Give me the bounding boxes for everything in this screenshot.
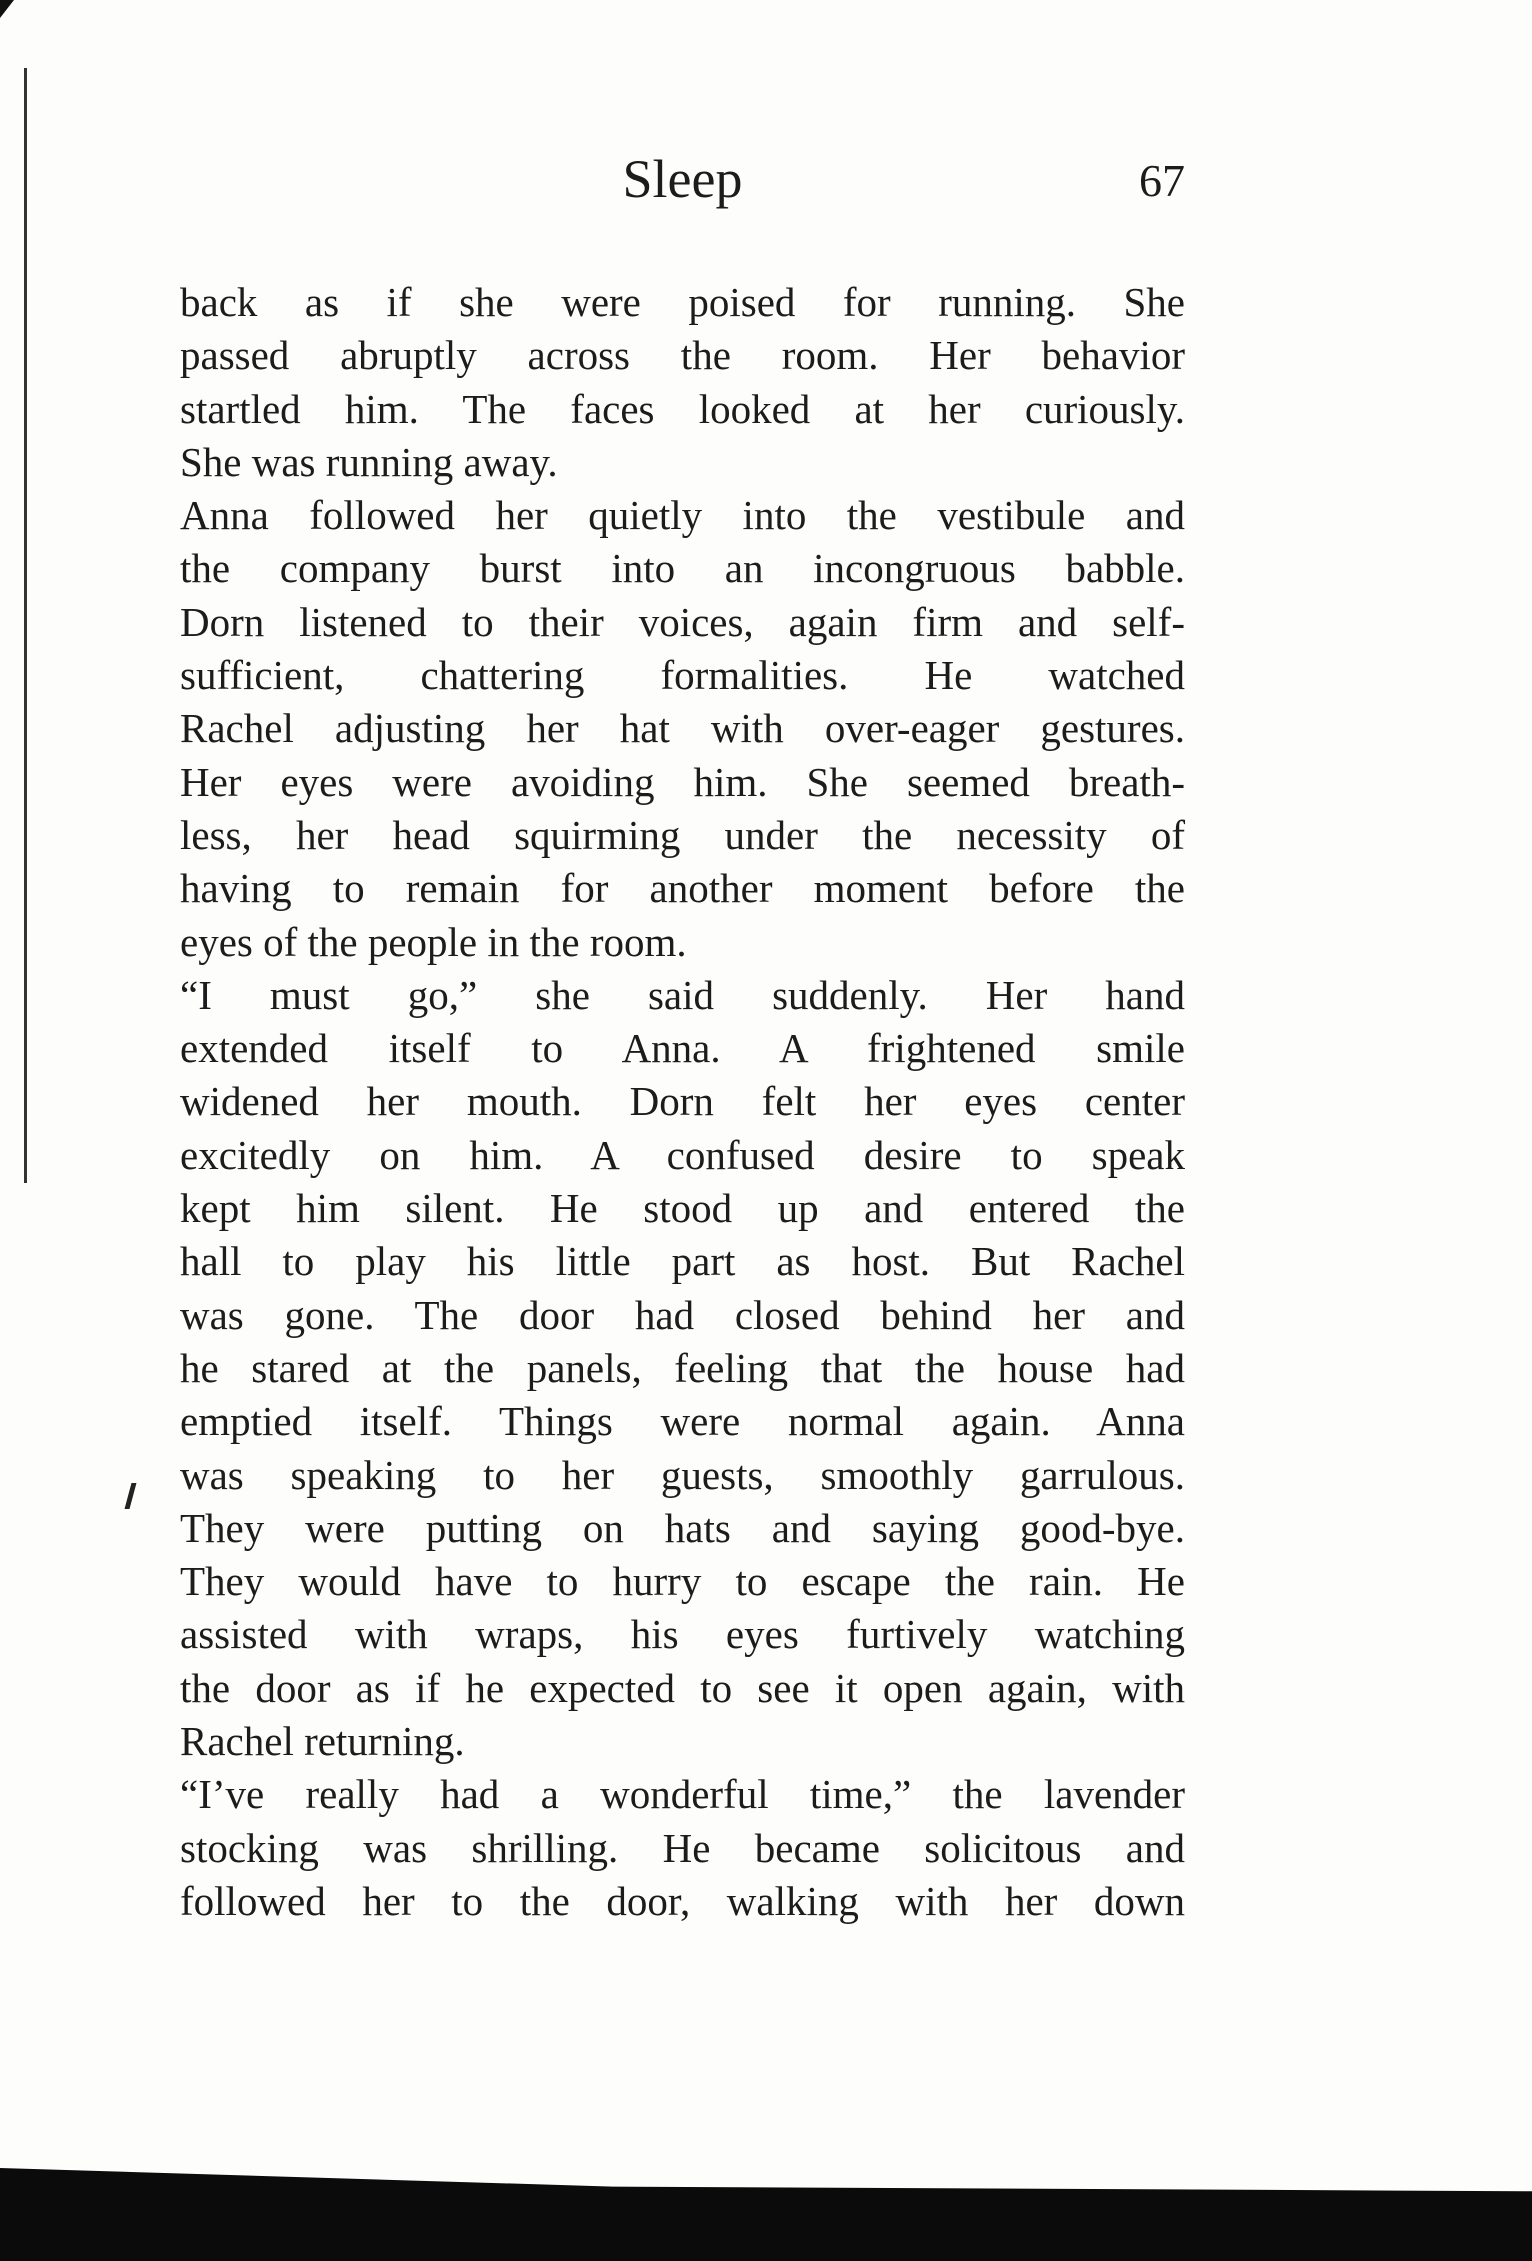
text-line: he stared at the panels, feeling that the house had [180, 1344, 1185, 1391]
paragraph [180, 969, 1185, 1768]
text-line: eyes of the people in the room. [180, 918, 687, 965]
text-line: less, her head squirming under the necessity of [180, 811, 1185, 858]
page-header [180, 148, 1185, 218]
body-text [180, 276, 1185, 1928]
text-line: assisted with wraps, his eyes furtively watching [180, 1611, 1185, 1658]
text-line: back as if she were poised for running. She [180, 279, 1185, 325]
text-line: stocking was shrilling. He became solicitous and [180, 1824, 1185, 1871]
text-line: She was running away. [180, 438, 558, 485]
text-line: startled him. The faces looked at her curiously. [180, 385, 1185, 432]
text-line: excitedly on him. A confused desire to speak [180, 1131, 1185, 1178]
text-line: kept him silent. He stood up and entered the [180, 1185, 1185, 1232]
margin-ink-mark [125, 1483, 137, 1509]
scan-binding-edge [24, 68, 27, 1183]
text-line: followed her to the door, walking with her down [180, 1877, 1185, 1924]
text-line: passed abruptly across the room. Her behavior [180, 332, 1185, 379]
text-line: Anna followed her quietly into the vestibule and [180, 492, 1185, 539]
paragraph [180, 1768, 1185, 1928]
text-line: having to remain for another moment before the [180, 865, 1185, 912]
text-line: was gone. The door had closed behind her and [180, 1291, 1185, 1338]
text-line: the company burst into an incongruous babble. [180, 545, 1185, 592]
paragraph [180, 276, 1185, 489]
paragraph [180, 489, 1185, 969]
text-line: the door as if he expected to see it open again, with [180, 1664, 1185, 1711]
text-line: Rachel returning. [180, 1718, 465, 1765]
text-line: “I’ve really had a wonderful time,” the lavender [180, 1771, 1185, 1818]
running-head: Sleep [622, 149, 743, 209]
text-line: Rachel adjusting her hat with over-eager gestures. [180, 705, 1185, 752]
text-line: They were putting on hats and saying good-bye. [180, 1504, 1185, 1551]
text-line: widened her mouth. Dorn felt her eyes center [180, 1078, 1185, 1125]
page-number: 67 [1139, 155, 1185, 206]
text-line: Her eyes were avoiding him. She seemed breath- [180, 758, 1185, 805]
text-line: Dorn listened to their voices, again firm and self- [180, 598, 1185, 645]
text-line: emptied itself. Things were normal again. Anna [180, 1398, 1185, 1445]
text-line: hall to play his little part as host. But Rachel [180, 1238, 1185, 1285]
scan-corner-mark [0, 0, 14, 18]
text-line: was speaking to her guests, smoothly garrulous. [180, 1451, 1185, 1498]
text-line: extended itself to Anna. A frightened smile [180, 1025, 1185, 1072]
text-line: sufficient, chattering formalities. He watched [180, 652, 1185, 699]
text-line: They would have to hurry to escape the rain. He [180, 1558, 1185, 1605]
text-line: “I must go,” she said suddenly. Her hand [180, 971, 1185, 1018]
scan-bottom-shadow [0, 2168, 1532, 2261]
